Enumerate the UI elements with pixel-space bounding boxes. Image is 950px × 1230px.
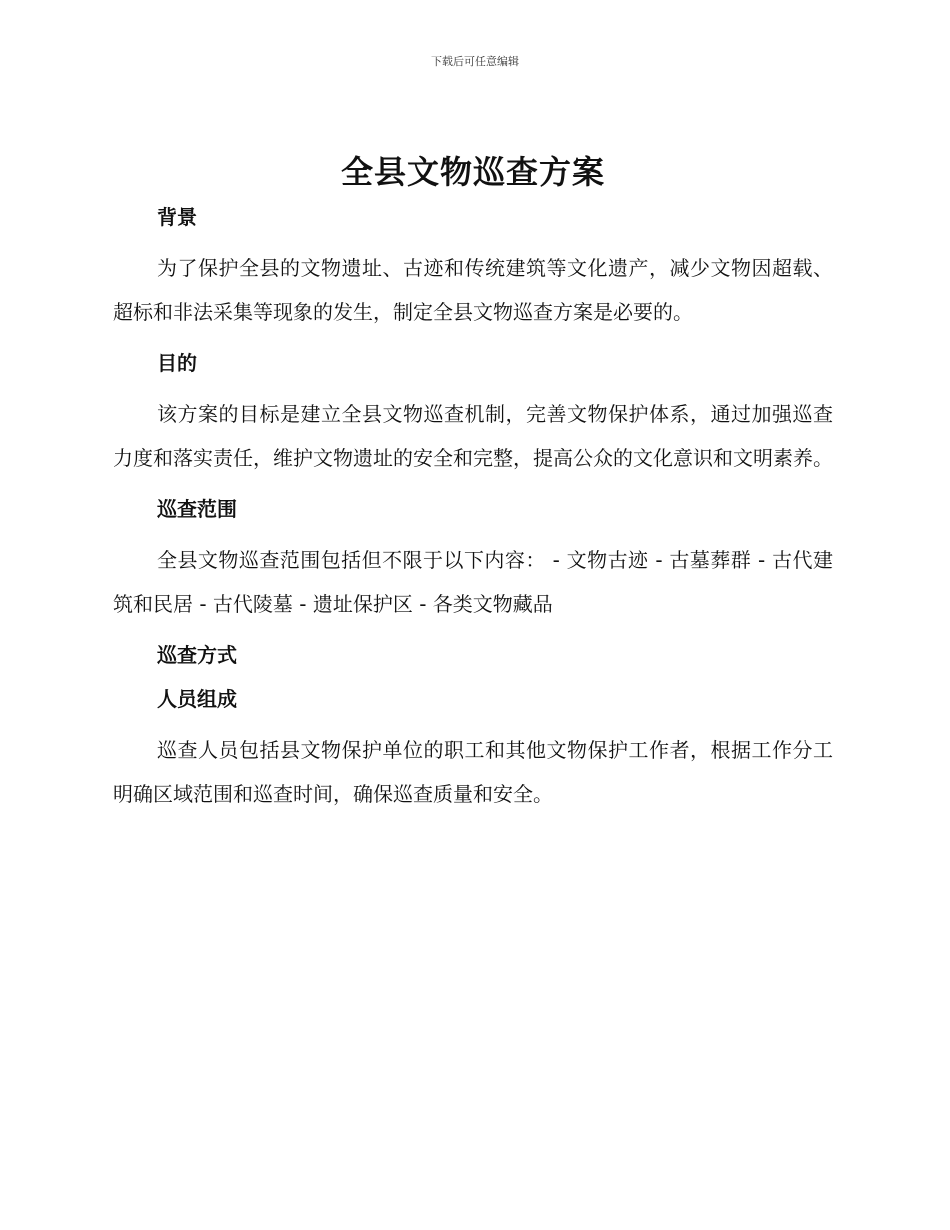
- document-content: [113, 150, 833, 828]
- section-heading-staff: 人员组成: [157, 687, 237, 711]
- section-heading-scope: 巡查范围: [157, 497, 237, 521]
- section-heading-purpose: 目的: [157, 351, 197, 375]
- section-heading-background: 背景: [157, 205, 197, 229]
- document-title: 全县文物巡查方案: [340, 153, 605, 191]
- section-heading-method: 巡查方式: [157, 643, 237, 667]
- section-text-scope: 全县文物巡查范围包括但不限于以下内容： - 文物古迹 - 古墓葬群 - 古代建筑和民居 - 古代陵墓 - 遗址保护区 - 各类文物藏品: [113, 548, 833, 616]
- page-header-note: 下载后可任意编辑: [431, 55, 519, 68]
- section-text-background: 为了保护全县的文物遗址、古迹和传统建筑等文化遗产，减少文物因超载、超标和非法采集等现象的发生，制定全县文物巡查方案是必要的。: [113, 256, 833, 324]
- section-text-purpose: 该方案的目标是建立全县文物巡查机制，完善文物保护体系，通过加强巡查力度和落实责任，维护文物遗址的安全和完整，提高公众的文化意识和文明素养。: [113, 402, 833, 470]
- section-text-staff: 巡查人员包括县文物保护单位的职工和其他文物保护工作者，根据工作分工明确区域范围和巡查时间，确保巡查质量和安全。: [113, 738, 833, 806]
